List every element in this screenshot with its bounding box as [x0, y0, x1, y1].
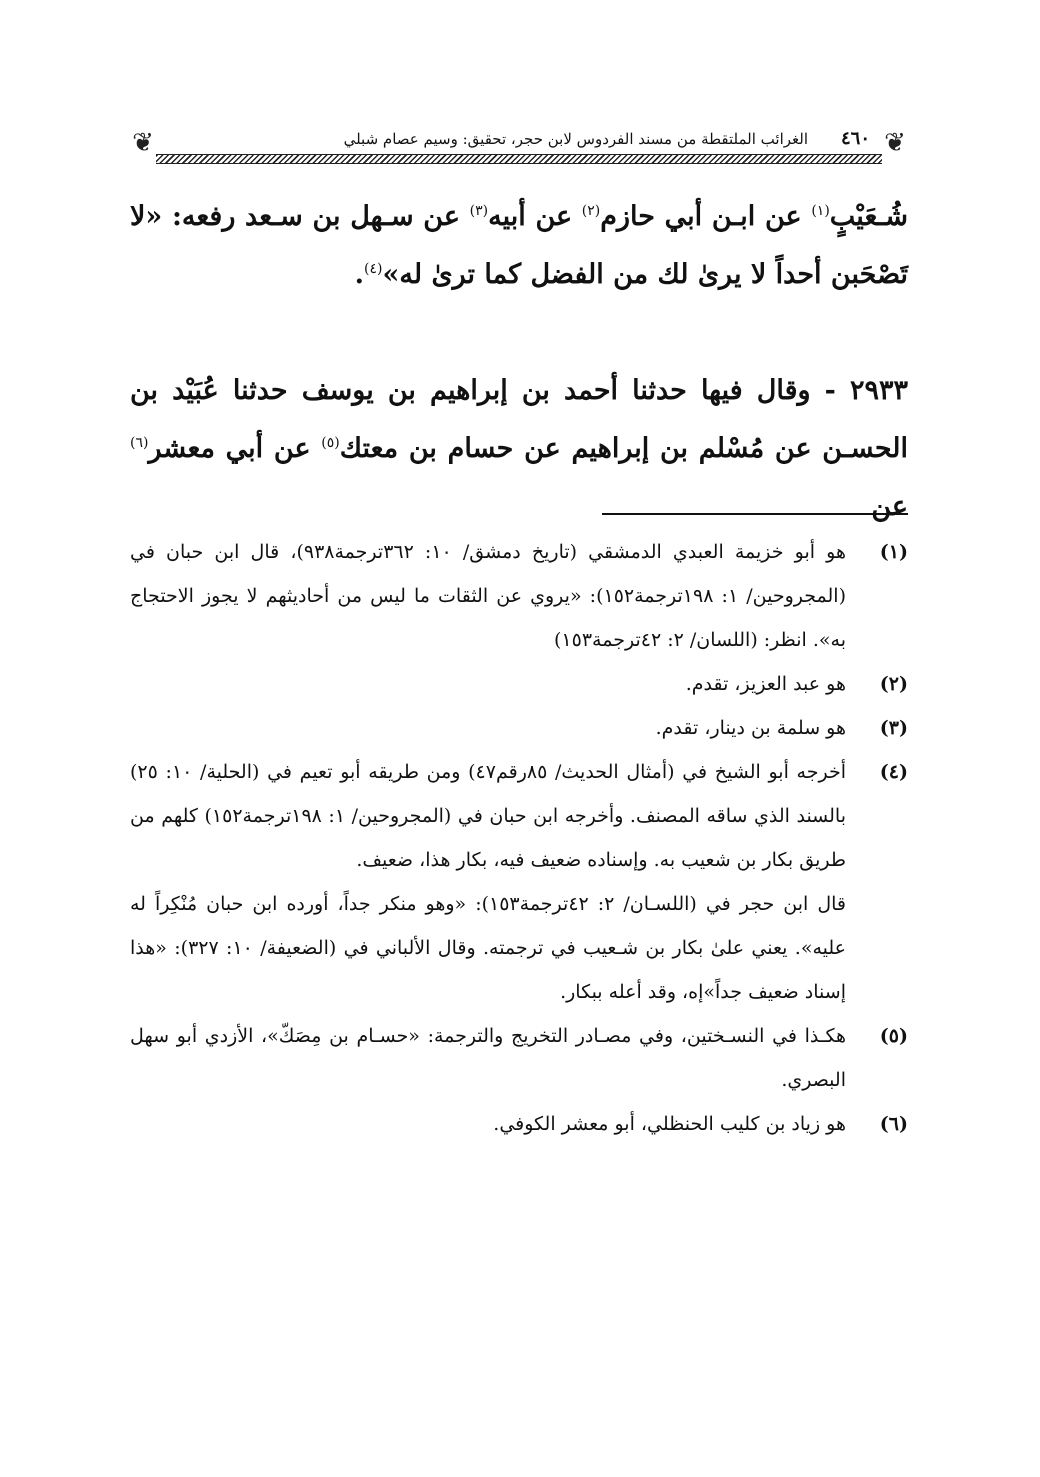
- footnote-ref: (٦): [130, 435, 149, 451]
- text-segment: عن ابـن أبي حازم: [600, 201, 812, 232]
- footnote-number: (٢): [879, 673, 908, 695]
- footnote-ref: (٢): [581, 203, 601, 219]
- footnote-5: [130, 1014, 908, 1102]
- footnote-text: هكـذا في النسـختين، وفي مصـادر التخريج والترجمة: «حسـام بن مِصَكّ»، الأزدي أبو سهل البصري.: [130, 1025, 846, 1091]
- footnote-3: [130, 706, 908, 750]
- footnote-number: (٤): [879, 761, 908, 783]
- footnote-text: هو عبد العزيز، تقدم.: [685, 673, 846, 695]
- footnote-number: (٥): [879, 1025, 908, 1047]
- footnote-number: (٣): [879, 717, 908, 739]
- text-segment: عن أبي معشر: [148, 433, 322, 464]
- header-rule: [156, 154, 882, 164]
- footnote-text: أخرجه أبو الشيخ في (أمثال الحديث/ ٨٥رقم٤٧) ومن طريقه أبو تعيم في (الحلية/ ١٠: ٢٥) بالسند الذي ساقه المصنف. وأخرجه ابن حبان في (المجروحين/ ١: ١٩٨ترجمة١٥٢) كلهم من طريق بكار بن شعيب به. وإسناده ضعيف فيه، بكار هذا، ضعيف.: [130, 761, 846, 871]
- footnote-text: هو سلمة بن دينار، تقدم.: [655, 717, 846, 739]
- footnote-ref: (١): [811, 203, 830, 219]
- footnote-text: هو زياد بن كليب الحنظلي، أبو معشر الكوفي.: [493, 1113, 846, 1135]
- footnote-ref: (٤): [364, 261, 383, 277]
- footnote-1: [130, 530, 908, 662]
- ornament-left-icon: ❦: [132, 128, 154, 158]
- footnote-separator: [602, 513, 908, 515]
- footnote-number: (١): [879, 541, 908, 563]
- page-number: ٤٦٠: [840, 128, 870, 149]
- running-title: الغرائب الملتقطة من مسند الفردوس لابن حجر، تحقيق: وسيم عصام شبلي: [343, 130, 808, 148]
- text-segment: شُـعَيْبٍ: [829, 201, 909, 232]
- footnote-ref: (٥): [321, 435, 340, 451]
- footnotes: [130, 530, 908, 1146]
- footnote-2: [130, 662, 908, 706]
- main-paragraph-2: [130, 362, 908, 536]
- ornament-right-icon: ❦: [884, 128, 906, 158]
- footnote-4: [130, 750, 908, 882]
- hadith-text: «لا تَصْحَبن أحداً لا يرىٰ لك من الفضل كما ترىٰ له»: [130, 201, 908, 290]
- footnote-text: هو أبو خزيمة العبدي الدمشقي (تاريخ دمشق/ ١٠: ٣٦٢ترجمة٩٣٨)، قال ابن حبان في (المجروحين/ ١: ١٩٨ترجمة١٥٢): «يروي عن الثقات ما ليس من أحاديثهم لا يجوز الاحتجاج به». انظر: (اللسان/ ٢: ٤٢ترجمة١٥٣): [130, 541, 846, 651]
- text-segment: عن سـهل بن سـعد رفعه:: [162, 201, 470, 232]
- text-segment: .: [354, 259, 364, 290]
- text-segment: ٢٩٣٣ - وقال فيها حدثنا أحمد بن إبراهيم بن يوسف حدثنا عُبَيْد بن الحسـن عن مُسْلم بن إبراهيم عن حسام بن معتك: [130, 375, 908, 464]
- text-segment: عن أبيه: [488, 201, 582, 232]
- footnote-4-continuation: قال ابن حجر في (اللسـان/ ٢: ٤٢ترجمة١٥٣): «وهو منكر جداً، أورده ابن حبان مُنْكِراً له عليه». يعني علىٰ بكار بن شـعيب في ترجمته. وقال الألباني في (الضعيفة/ ١٠: ٣٢٧): «هذا إسناد ضعيف جداً»إه، وقد أعله ببكار.: [130, 893, 847, 1003]
- footnote-6: [130, 1102, 908, 1146]
- running-header: [130, 126, 908, 162]
- footnote-number: (٦): [879, 1113, 908, 1135]
- main-paragraph-1: [130, 188, 908, 304]
- text-segment: عن: [871, 491, 908, 522]
- footnote-ref: (٣): [469, 203, 489, 219]
